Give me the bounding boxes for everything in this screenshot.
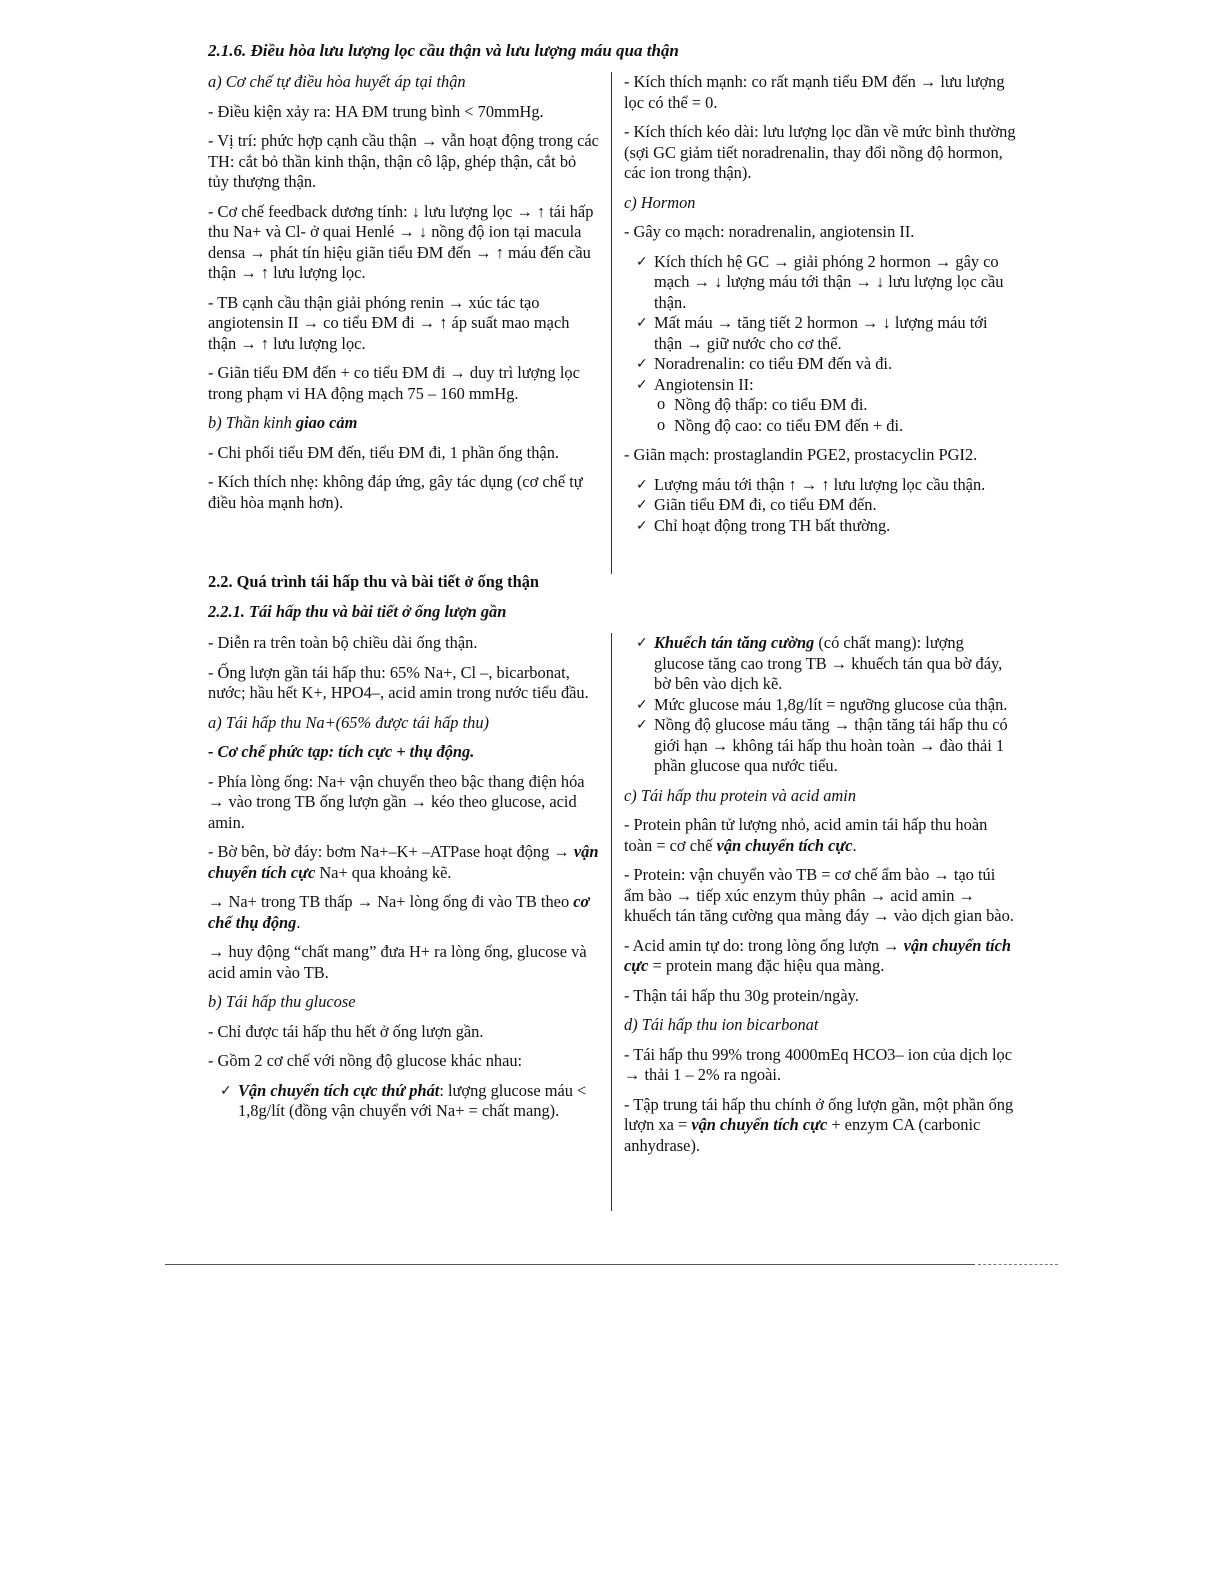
section-heading-2-2: 2.2. Quá trình tái hấp thu và bài tiết ở ống thận — [208, 572, 540, 591]
subheading-d: d) Tái hấp thu ion bicarbonat — [624, 1015, 819, 1034]
column-divider — [611, 633, 612, 1211]
emphasis: vận chuyển tích cực — [624, 935, 1012, 975]
checklist-item — [624, 633, 1016, 695]
paragraph: - Gây co mạch: noradrenalin, angiotensin II. — [624, 222, 915, 241]
paragraph: - Ống lượn gần tái hấp thu: 65% Na+, Cl –, bicarbonat, nước; hầu hết K+, HPO4–, acid amin trong nước tiểu đầu. — [208, 662, 589, 702]
subheading-b-bold: giao cảm — [295, 413, 358, 432]
paragraph: - Chỉ được tái hấp thu hết ở ống lượn gần. — [208, 1021, 484, 1041]
checklist — [624, 633, 1016, 777]
section-heading-2-2-1: 2.2.1. Tái hấp thu và bài tiết ở ống lượn gần — [208, 601, 507, 621]
subheading-b-text: b) Thần kinh — [208, 413, 296, 432]
page-footer-rule — [165, 1264, 975, 1265]
checklist-item: ✓ Mất máu → tăng tiết 2 hormon → ↓ lượng máu tới thận → giữ nước cho cơ thể. — [624, 313, 1016, 354]
emphasis: Khuếch tán tăng cường — [654, 633, 815, 652]
sub-list-item: o Nồng độ thấp: co tiểu ĐM đi. — [654, 395, 1016, 416]
paragraph: - Kích thích nhẹ: không đáp ứng, gây tác dụng (cơ chế tự điều hòa mạnh hơn). — [208, 472, 583, 512]
top-right-column — [624, 72, 1016, 545]
paragraph: - Phía lòng ống: Na+ vận chuyển theo bậc thang điện hóa → vào trong TB ống lượn gần → kéo theo glucose, acid amin. — [208, 771, 585, 832]
column-divider — [611, 72, 612, 574]
paragraph: - TB cạnh cầu thận giải phóng renin → xúc tác tạo angiotensin II → co tiểu ĐM đi → ↑ áp suất mao mạch thận → ↑ lưu lượng lọc. — [208, 292, 570, 353]
text-run: + enzym CA (carbonic anhydrase). — [624, 1115, 981, 1155]
checklist-item: ✓ Noradrenalin: co tiểu ĐM đến và đi. — [624, 354, 1016, 375]
sub-list-item: o Nồng độ cao: co tiểu ĐM đến + đi. — [654, 416, 1016, 437]
sub-list — [654, 395, 1016, 436]
paragraph: - Chi phối tiểu ĐM đến, tiểu ĐM đi, 1 phần ống thận. — [208, 442, 559, 462]
text-run: - Acid amin tự do: trong lòng ống lượn → — [624, 935, 904, 955]
paragraph: - Giãn mạch: prostaglandin PGE2, prostacyclin PGI2. — [624, 445, 978, 464]
text-run: → Na+ trong TB thấp → Na+ lòng ống đi vào TB theo — [208, 892, 574, 911]
paragraph: - Kích thích mạnh: co rất mạnh tiểu ĐM đến → lưu lượng lọc có thể = 0. — [624, 72, 1005, 112]
text-run: . — [852, 835, 857, 855]
mechanism-heading: - Cơ chế phức tạp: tích cực + thụ động. — [208, 742, 475, 761]
checklist-item: ✓ Giãn tiểu ĐM đi, co tiểu ĐM đến. — [624, 495, 1016, 516]
emphasis: Vận chuyển tích cực thứ phát — [238, 1080, 440, 1100]
checklist-item: ✓ Kích thích hệ GC → giải phóng 2 hormon → gây co mạch → ↓ lượng máu tới thận → ↓ lưu lượng lọc cầu thận. — [624, 252, 1016, 314]
section-2-2-headings — [208, 572, 628, 631]
checklist-item — [624, 375, 1016, 437]
text-run: = protein mang đặc hiệu qua màng. — [648, 956, 885, 975]
text-run: - Bờ bên, bờ đáy: bơm Na+–K+ –ATPase hoạt động → — [208, 842, 574, 861]
paragraph: - Cơ chế feedback dương tính: ↓ lưu lượng lọc → ↑ tái hấp thu Na+ và Cl- ở quai Henlé → ↓ nồng độ ion tại macula densa → phát tín hiệu giãn tiểu ĐM đến → ↑ máu đến cầu thận → ↑ lưu lượng lọc. — [208, 201, 594, 282]
paragraph: - Protein: vận chuyển vào TB = cơ chế ẩm bào → tạo túi ẩm bào → tiếp xúc enzym thủy phân → acid amin → khuếch tán tăng cường qua màng đáy → vào dịch gian bào. — [624, 865, 1014, 925]
checklist — [208, 1081, 600, 1122]
paragraph: → huy động “chất mang” đưa H+ ra lòng ống, glucose và acid amin vào TB. — [208, 942, 587, 982]
emphasis: vận chuyển tích cực — [208, 842, 599, 882]
top-left-column — [208, 72, 600, 522]
checklist — [624, 475, 1016, 537]
paragraph: - Điều kiện xảy ra: HA ĐM trung bình < 70mmHg. — [208, 101, 544, 121]
text-run: . — [296, 912, 301, 932]
paragraph — [624, 815, 1016, 856]
subheading-b — [208, 413, 600, 434]
paragraph: - Thận tái hấp thu 30g protein/ngày. — [624, 985, 859, 1005]
subheading-c: c) Hormon — [624, 192, 696, 212]
page-footer-rule-dashed — [978, 1264, 1058, 1266]
paragraph: - Gồm 2 cơ chế với nồng độ glucose khác nhau: — [208, 1051, 523, 1070]
emphasis: cơ chế thụ động — [208, 892, 590, 932]
emphasis: vận chuyển tích cực — [716, 835, 853, 855]
subheading-a: a) Cơ chế tự điều hòa huyết áp tại thận — [208, 72, 466, 91]
checklist-item: ✓ Lượng máu tới thận ↑ → ↑ lưu lượng lọc cầu thận. — [624, 475, 1016, 496]
paragraph — [624, 936, 1016, 977]
checklist — [624, 252, 1016, 437]
section-heading-2-1-6: 2.1.6. Điều hòa lưu lượng lọc cầu thận và lưu lượng máu qua thận — [208, 41, 679, 60]
checklist-item-label: Angiotensin II: — [654, 374, 754, 394]
paragraph: - Kích thích kéo dài: lưu lượng lọc dần về mức bình thường (sợi GC giảm tiết noradrenalin, thay đổi nồng độ hormon, các ion trong thận). — [624, 122, 1016, 182]
subheading-a: a) Tái hấp thu Na+(65% được tái hấp thu) — [208, 712, 489, 732]
text-run: - Protein phân tử lượng nhỏ, acid amin tái hấp thu hoàn toàn = cơ chế — [624, 815, 988, 855]
text-run: - Tập trung tái hấp thu chính ở ống lượn gần, một phần ống lượn xa = — [624, 1094, 1014, 1134]
paragraph: - Diễn ra trên toàn bộ chiều dài ống thận. — [208, 633, 478, 652]
checklist-item — [208, 1081, 600, 1122]
checklist-item: ✓ Mức glucose máu 1,8g/lít = ngưỡng glucose của thận. — [624, 695, 1016, 716]
subheading-b: b) Tái hấp thu glucose — [208, 992, 356, 1011]
checklist-item: ✓ Nồng độ glucose máu tăng → thận tăng tái hấp thu có giới hạn → không tái hấp thu hoàn toàn → đào thải 1 phần glucose qua nước tiểu. — [624, 715, 1016, 777]
emphasis: vận chuyển tích cực — [691, 1115, 828, 1134]
paragraph — [208, 842, 600, 883]
paragraph — [624, 1095, 1016, 1157]
text-run: Na+ qua khoảng kẽ. — [315, 862, 452, 882]
paragraph: - Vị trí: phức hợp cạnh cầu thận → vẫn hoạt động trong các TH: cắt bỏ thần kinh thận, thận cô lập, ghép thận, cắt bỏ tủy thượng thận. — [208, 131, 599, 191]
paragraph: - Tái hấp thu 99% trong 4000mEq HCO3– ion của dịch lọc → thải 1 – 2% ra ngoài. — [624, 1044, 1012, 1084]
subheading-c: c) Tái hấp thu protein và acid amin — [624, 785, 857, 805]
bottom-left-column — [208, 633, 600, 1131]
text-run: (có chất mang): lượng glucose tăng cao trong TB → khuếch tán qua bờ đáy, bờ bên vào dịch kẽ. — [654, 633, 1003, 693]
checklist-item: ✓ Chỉ hoạt động trong TH bất thường. — [624, 516, 1016, 537]
text-run: : lượng glucose máu < 1,8g/lít (đồng vận chuyển với Na+ = chất mang). — [238, 1080, 587, 1120]
paragraph: - Giãn tiểu ĐM đến + co tiểu ĐM đi → duy trì lượng lọc trong phạm vi HA động mạch 75 – 160 mmHg. — [208, 363, 580, 403]
paragraph — [208, 892, 600, 933]
bottom-right-column — [624, 633, 1016, 1165]
